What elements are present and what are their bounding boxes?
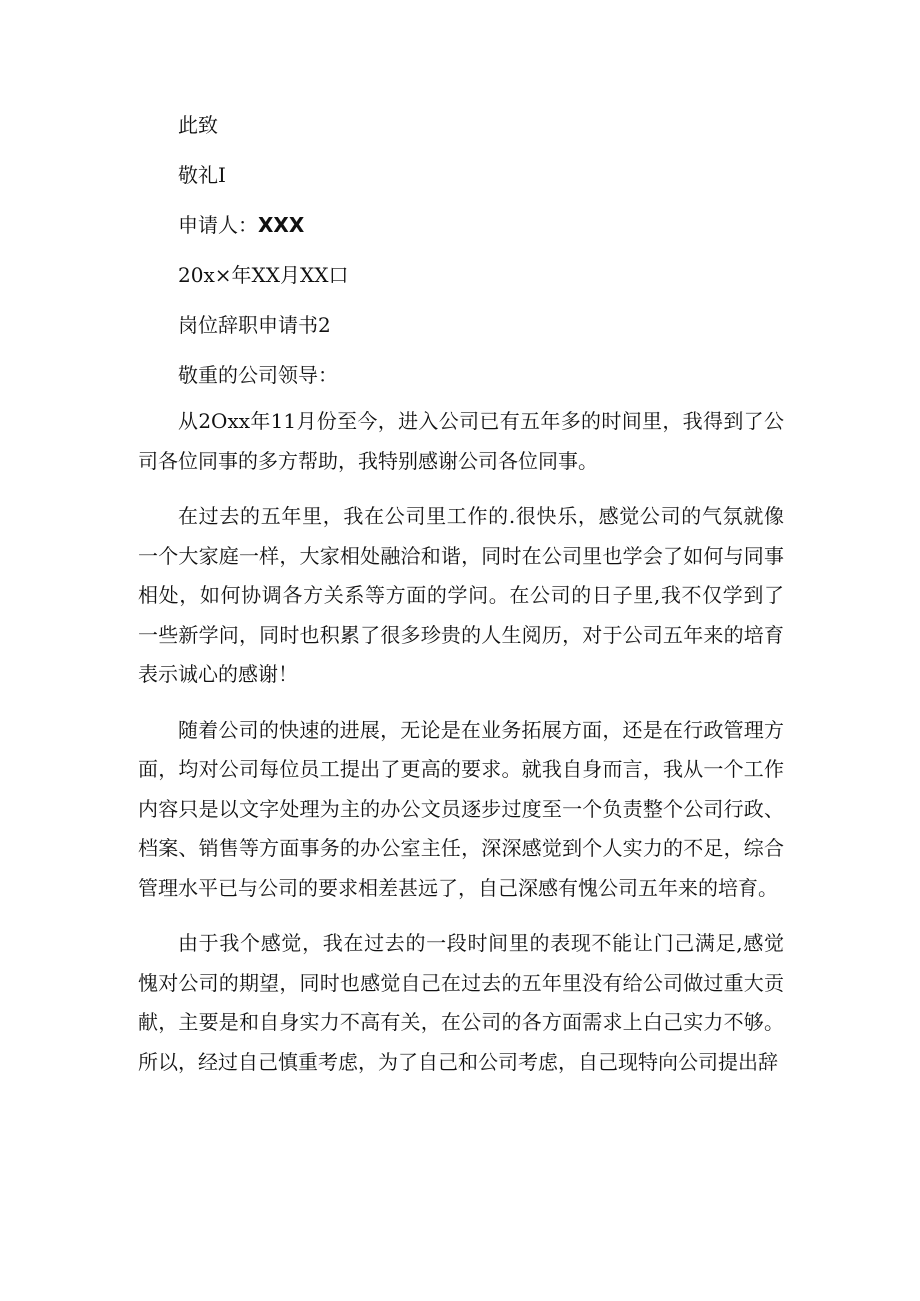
document-page (138, 112, 784, 1098)
body-paragraph-3: 随着公司的快速的进展，无论是在业务拓展方面，还是在行政管理方面，均对公司每位员工提出了更高的要求。就我自身而言，我从一个工作内容只是以文字处理为主的办公文员逐步过度至一个负责整个公司行政、档案、销售等方面事务的办公室主任，深深感觉到个人实力的不足，综合管理水平已与公司的要求相差甚远了，自己深感有愧公司五年来的培育。 (138, 717, 784, 900)
applicant-name: XXX (258, 213, 305, 237)
applicant-line (138, 212, 784, 238)
body-paragraph-2: 在过去的五年里，我在公司里工作的.很快乐，感觉公司的气氛就像一个大家庭一样，大家相处融洽和谐，同时在公司里也学会了如何与同事相处，如何协调各方关系等方面的学问。在公司的日子里,我不仅学到了一些新学问，同时也积累了很多珍贵的人生阅历，对于公司五年来的培育表示诚心的感谢！ (138, 504, 784, 686)
applicant-label: 申请人： (178, 213, 258, 237)
body-paragraph-4: 由于我个感觉，我在过去的一段时间里的表现不能让门己满足,感觉愧对公司的期望，同时也感觉自己在过去的五年里没有给公司做过重大贡献，主要是和自身实力不高有关，在公司的各方面需求上白己实力不够。所以，经过自己慎重考虑，为了自己和公司考虑，自己现特向公司提出辞 (138, 931, 784, 1074)
salutation: 敬重的公司领导： (178, 363, 338, 387)
body-paragraph-1: 从2Oxx年11月份至今，进入公司已有五年多的时间里，我得到了公司各位同事的多方帮助，我特别感谢公司各位同事。 (138, 409, 784, 473)
closing-date: 20x×年XX月XX口 (178, 263, 349, 287)
closing-line-2: 敬礼I (178, 163, 226, 187)
closing-line-1: 此致 (178, 113, 218, 137)
letter-title: 岗位辞职申请书2 (178, 313, 331, 337)
